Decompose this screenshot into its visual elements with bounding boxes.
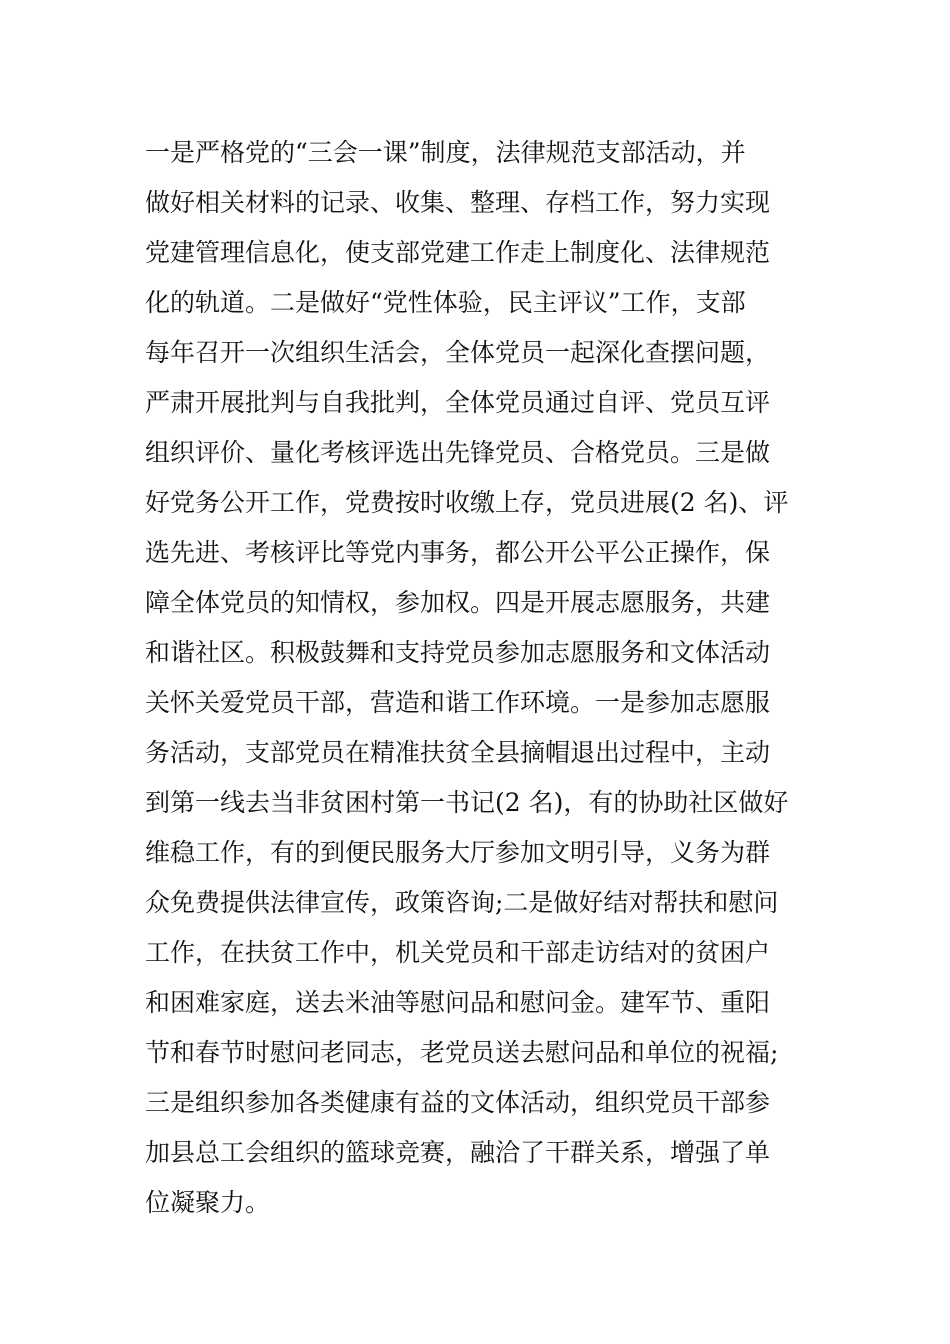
text-line: 和谐社区。积极鼓舞和支持党员参加志愿服务和文体活动: [145, 638, 771, 667]
text-line: 每年召开一次组织生活会，全体党员一起深化查摆问题，: [145, 338, 771, 367]
text-line: 到第一线去当非贫困村第一书记(2 名)，有的协助社区做好: [145, 788, 789, 817]
text-line: 关怀关爱党员干部，营造和谐工作环境。一是参加志愿服: [145, 688, 771, 717]
text-line: 选先进、考核评比等党内事务，都公开公平公正操作，保: [145, 538, 771, 567]
text-line: 维稳工作，有的到便民服务大厅参加文明引导，义务为群: [145, 838, 771, 867]
text-line: 一是严格党的“三会一课”制度，法律规范支部活动，并: [145, 138, 746, 167]
text-line: 好党务公开工作，党费按时收缴上存，党员进展(2 名)、评: [145, 488, 789, 517]
body-text: [145, 128, 815, 1228]
text-line: 和困难家庭，送去米油等慰问品和慰问金。建军节、重阳: [145, 988, 771, 1017]
text-line: 严肃开展批判与自我批判，全体党员通过自评、党员互评: [145, 388, 771, 417]
text-line: 三是组织参加各类健康有益的文体活动，组织党员干部参: [145, 1088, 771, 1117]
text-line: 加县总工会组织的篮球竞赛，融洽了干群关系，增强了单: [145, 1138, 771, 1167]
text-line: 工作，在扶贫工作中，机关党员和干部走访结对的贫困户: [145, 938, 771, 967]
text-line: 位凝聚力。: [145, 1188, 271, 1217]
text-line: 做好相关材料的记录、收集、整理、存档工作，努力实现: [145, 188, 771, 217]
text-line: 务活动，支部党员在精准扶贫全县摘帽退出过程中，主动: [145, 738, 771, 767]
text-line: 化的轨道。二是做好“党性体验，民主评议”工作，支部: [145, 288, 746, 317]
text-line: 障全体党员的知情权，参加权。四是开展志愿服务，共建: [145, 588, 771, 617]
text-line: 众免费提供法律宣传，政策咨询;二是做好结对帮扶和慰问: [145, 888, 779, 917]
text-line: 组织评价、量化考核评选出先锋党员、合格党员。三是做: [145, 438, 771, 467]
text-line: 党建管理信息化，使支部党建工作走上制度化、法律规范: [145, 238, 771, 267]
text-line: 节和春节时慰问老同志，老党员送去慰问品和单位的祝福;: [145, 1038, 779, 1067]
